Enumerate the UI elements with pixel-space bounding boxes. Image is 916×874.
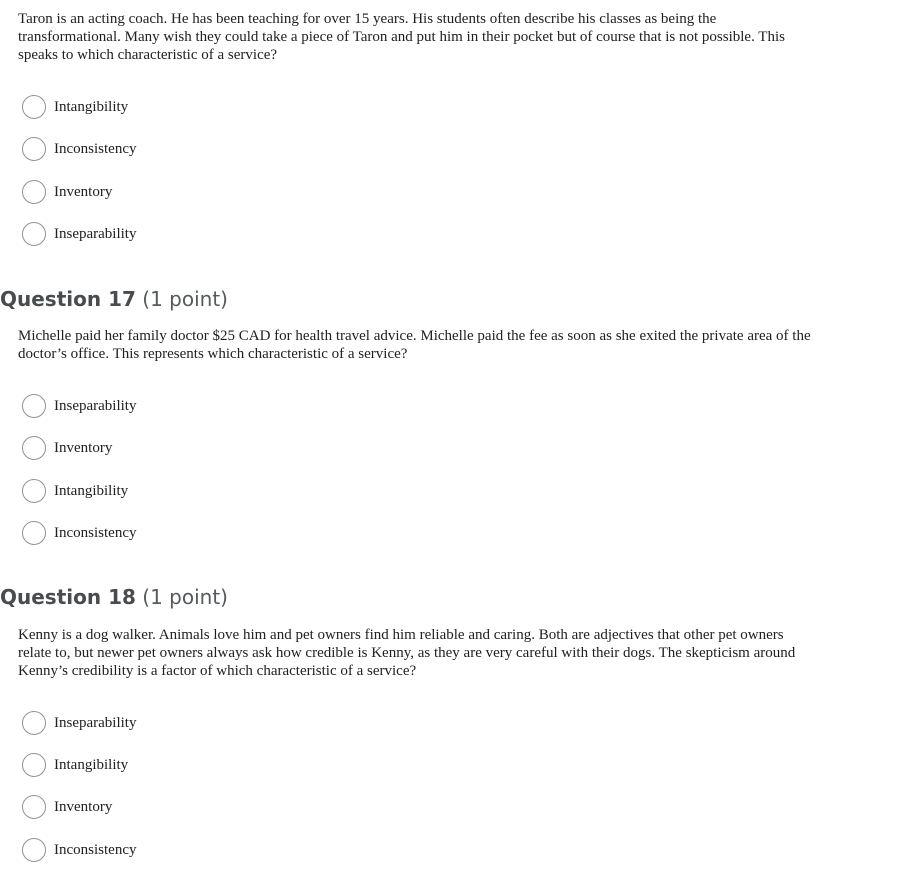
- option-label: Inventory: [54, 183, 113, 200]
- question-points: (1 point): [142, 287, 228, 311]
- q17-option-inconsistency[interactable]: [22, 520, 136, 546]
- option-label: Inconsistency: [54, 140, 137, 157]
- question-title: Question 18: [0, 585, 136, 609]
- question-17-text: Michelle paid her family doctor $25 CAD for health travel advice. Michelle paid the fee as soon as she exited the private area of the doctor’s office. This represents which characteristic of a service?: [18, 328, 811, 362]
- option-label: Inconsistency: [54, 841, 137, 858]
- question-17-header: [0, 287, 228, 311]
- option-label: Inventory: [54, 798, 113, 815]
- q18-option-inventory[interactable]: [22, 794, 112, 820]
- question-points: (1 point): [142, 585, 228, 609]
- radio-button[interactable]: [22, 436, 46, 460]
- option-label: Inventory: [54, 439, 113, 456]
- option-label: Intangibility: [54, 98, 129, 115]
- option-label: Inseparability: [54, 225, 137, 242]
- q17-option-inseparability[interactable]: [22, 393, 136, 419]
- radio-button[interactable]: [22, 180, 46, 204]
- radio-button[interactable]: [22, 137, 46, 161]
- radio-button[interactable]: [22, 222, 46, 246]
- q16-option-intangibility[interactable]: [22, 94, 128, 120]
- question-18-text: Kenny is a dog walker. Animals love him and pet owners find him reliable and caring. Both are adjectives that other pet owners relate to, but newer pet owners always ask how credible is Kenny, as they are very careful with their dogs. The skepticism around Kenny’s credibility is a factor of which characteristic of a service?: [18, 627, 796, 679]
- q18-option-inseparability[interactable]: [22, 710, 136, 736]
- radio-button[interactable]: [22, 711, 46, 735]
- option-label: Intangibility: [54, 482, 129, 499]
- radio-button[interactable]: [22, 95, 46, 119]
- q16-option-inventory[interactable]: [22, 179, 112, 205]
- question-16-text: Taron is an acting coach. He has been teaching for over 15 years. His students often describe his classes as being the transformational. Many wish they could take a piece of Taron and put him in their pocket but of course that is not possible. This speaks to which characteristic of a service?: [18, 11, 785, 63]
- option-label: Intangibility: [54, 756, 129, 773]
- option-label: Inconsistency: [54, 524, 137, 541]
- radio-button[interactable]: [22, 479, 46, 503]
- radio-button[interactable]: [22, 795, 46, 819]
- option-label: Inseparability: [54, 714, 137, 731]
- radio-button[interactable]: [22, 753, 46, 777]
- question-title: Question 17: [0, 287, 136, 311]
- question-18-header: [0, 585, 228, 609]
- q18-option-intangibility[interactable]: [22, 752, 128, 778]
- q16-option-inconsistency[interactable]: [22, 136, 136, 162]
- radio-button[interactable]: [22, 394, 46, 418]
- radio-button[interactable]: [22, 838, 46, 862]
- q16-option-inseparability[interactable]: [22, 221, 136, 247]
- q17-option-intangibility[interactable]: [22, 478, 128, 504]
- q17-option-inventory[interactable]: [22, 435, 112, 461]
- radio-button[interactable]: [22, 521, 46, 545]
- q18-option-inconsistency[interactable]: [22, 837, 136, 863]
- option-label: Inseparability: [54, 397, 137, 414]
